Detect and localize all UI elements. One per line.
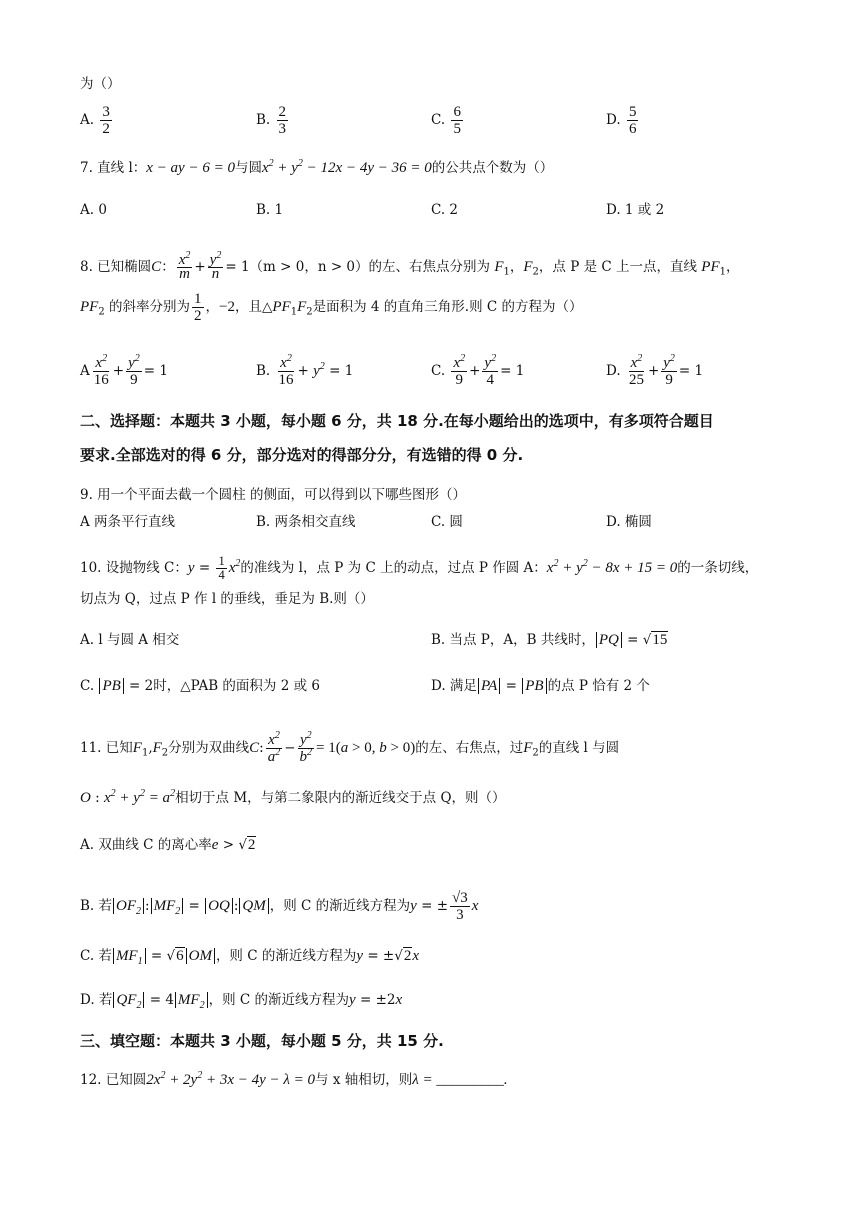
q7-option-b[interactable]: B. 1 [256, 202, 284, 218]
q6-option-a[interactable]: A. $\frac{3}{2}$ [80, 104, 110, 137]
section-2-heading-line2: 要求.全部选对的得 6 分，部分选对的得部分分，有选错的得 0 分. [80, 446, 524, 464]
q11-option-b[interactable]: B. 若 $OF_2$ : $MF_2$ = OQ : QM ，则 C 的渐近线方程为y = ± $\frac{√3}{3}$ x [80, 890, 479, 923]
q9-option-d[interactable]: D. 椭圆 [606, 514, 652, 530]
q7-option-a[interactable]: A. 0 [80, 202, 107, 218]
q9-stem: 9. 用一个平面去截一个圆柱 的侧面，可以得到以下哪些图形（） [80, 487, 466, 503]
q6-option-c[interactable]: C. $\frac{6}{5}$ [431, 104, 461, 137]
q10-stem-line2: 切点为 Q，过点 P 作 l 的垂线，垂足为 B.则（） [80, 591, 374, 607]
q10-stem-line1: 10. 设抛物线 C：y = $\frac{1}{4}$ $x^2$的准线为 l，点 P 为 C 上的动点，过点 P 作圆 A：$x^2 + y^2 - 8x + 15 = 0$的一条切线， [80, 554, 759, 582]
q11-stem-line2: O : $x^2 + y^2 = a^2$相切于点 M，与第二象限内的渐近线交于点 Q，则（） [80, 788, 506, 806]
q9-option-a[interactable]: A 两条平行直线 [80, 514, 176, 530]
q8-option-d[interactable]: D. $\frac{x^2}{25}$ + $\frac{y^2}{9}$ = 1 [606, 353, 704, 388]
q7-option-c[interactable]: C. 2 [431, 202, 459, 218]
q12-stem: 12. 已知圆$2x^2 + 2y^2 + 3x - 4y - \lambda = 0$与 x 轴相切，则λ = _________. [80, 1070, 508, 1088]
q10-option-d[interactable]: D. 满足 PA = PB 的点 P 恰有 2 个 [431, 678, 650, 694]
q8-option-c[interactable]: C. $\frac{x^2}{9}$ + $\frac{y^2}{4}$ = 1 [431, 353, 525, 388]
q8-stem-line2: $PF_2$ 的斜率分别为 $\frac{1}{2}$ ，−2，且$\triangle PF_1F_2$是面积为 4 的直角三角形.则 C 的方程为（） [80, 291, 583, 324]
q11-stem-line1: 11. 已知$F_1,F_2$分别为双曲线C: $\frac{x^2}{a^2}$ − $\frac{y^2}{b^2}$ = 1(a > 0, b > 0)的左、右焦点，过$F_2$的直线 l 与圆 [80, 730, 620, 765]
q6-option-b[interactable]: B. $\frac{2}{3}$ [256, 104, 287, 137]
q7-option-d[interactable]: D. 1 或 2 [606, 202, 665, 218]
q10-option-a[interactable]: A. l 与圆 A 相交 [80, 632, 180, 648]
q9-option-c[interactable]: C. 圆 [431, 514, 463, 530]
q7-stem: 7. 直线 l：x − ay − 6 = 0与圆$x^2 + y^2 - 12x - 4y - 36 = 0$的公共点个数为（） [80, 158, 554, 176]
section-3-heading: 三、填空题：本题共 3 小题，每小题 5 分，共 15 分. [80, 1032, 444, 1050]
q10-option-c[interactable]: C. PB = 2时，△PAB 的面积为 2 或 6 [80, 678, 320, 694]
section-2-heading-line1: 二、选择题：本题共 3 小题，每小题 6 分，共 18 分.在每小题给出的选项中，有多项符合题目 [80, 412, 714, 430]
q12-answer-blank[interactable]: λ = _________. [412, 1072, 508, 1088]
q9-option-b[interactable]: B. 两条相交直线 [256, 514, 356, 530]
q8-option-a[interactable]: A $\frac{x^2}{16}$ + $\frac{y^2}{9}$ = 1 [80, 353, 168, 388]
q11-option-c[interactable]: C. 若 $MF_1 = √6$ OM ，则 C 的渐近线方程为y = ±√2x [80, 948, 420, 967]
q10-option-b[interactable]: B. 当点 P，A，B 共线时， PQ = √15 [431, 632, 668, 648]
q6-option-d[interactable]: D. $\frac{5}{6}$ [606, 104, 637, 137]
q11-option-d[interactable]: D. 若 $QF_2 = 4$ $MF_2$ ，则 C 的渐近线方程为y = ±2x [80, 992, 403, 1011]
q6-tail: 为（） [80, 76, 121, 92]
q8-stem-line1: 8. 已知椭圆C： $\frac{x^2}{m}$ + $\frac{y^2}{n}$ = 1（m > 0，n > 0）的左、右焦点分别为 $F_1$，$F_2$，点 P 是 C 上一点，直线 $PF_1$， [80, 250, 740, 282]
q8-option-b[interactable]: B. $\frac{x^2}{16}$ + $y^2 = 1$ [256, 353, 354, 388]
q11-option-a[interactable]: A. 双曲线 C 的离心率e > √2 [80, 837, 256, 853]
